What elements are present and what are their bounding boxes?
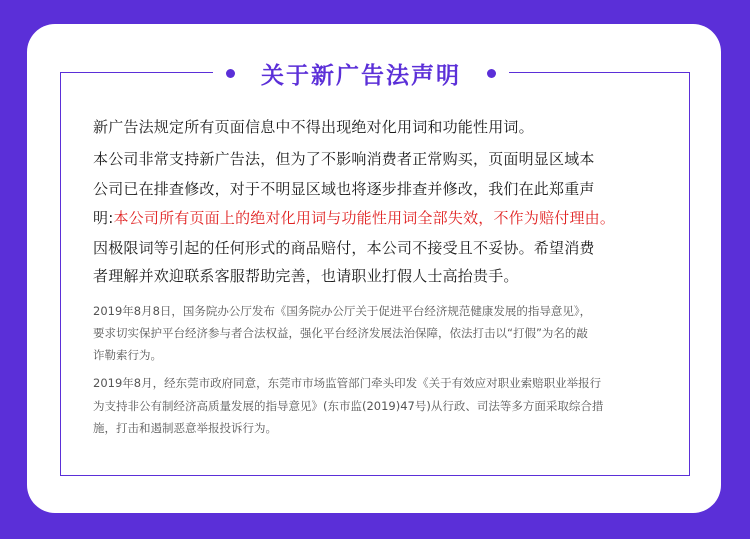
statement-line-2: 本公司非常支持新广告法，但为了不影响消费者正常购买，页面明显区域本 — [93, 150, 595, 168]
right-dot-icon — [487, 69, 496, 78]
title-bar — [213, 56, 509, 90]
statement-line-5: 因极限词等引起的任何形式的商品赔付，本公司不接受且不妥协。希望消费 — [93, 239, 595, 257]
statement-line-1: 新广告法规定所有页面信息中不得出现绝对化用词和功能性用词。 — [93, 118, 534, 136]
statement-line-3: 公司已在排查修改，对于不明显区域也将逐步排查并修改，我们在此郑重声 — [93, 180, 595, 198]
note-2-line-3: 施，打击和遏制恶意举报投诉行为。 — [93, 421, 277, 435]
note-1-line-1: 2019年8月8日，国务院办公厅发布《国务院办公厅关于促进平台经济规范健康发展的指导意见》， — [93, 304, 592, 318]
note-1-line-2: 要求切实保护平台经济参与者合法权益，强化平台经济发展法治保障，依法打击以“打假”为名的敲 — [93, 326, 588, 340]
note-2-line-2: 为支持非公有制经济高质量发展的指导意见》(东市监(2019)47号)从行政、司法等多方面采取综合措 — [93, 399, 604, 413]
note-1-line-3: 诈勒索行为。 — [93, 348, 162, 362]
left-dot-icon — [226, 69, 235, 78]
page-title: 关于新广告法声明 — [261, 62, 461, 89]
statement-line-6: 者理解并欢迎联系客服帮助完善，也请职业打假人士高抬贵手。 — [93, 267, 519, 285]
statement-line-4-prefix: 明: — [93, 209, 114, 227]
statement-line-4 — [93, 207, 673, 228]
disclaimer-highlight: 本公司所有页面上的绝对化用词与功能性用词全部失效，不作为赔付理由。 — [113, 209, 616, 227]
note-2-line-1: 2019年8月，经东莞市政府同意，东莞市市场监管部门牵头印发《关于有效应对职业索赔职业举报行 — [93, 376, 602, 390]
